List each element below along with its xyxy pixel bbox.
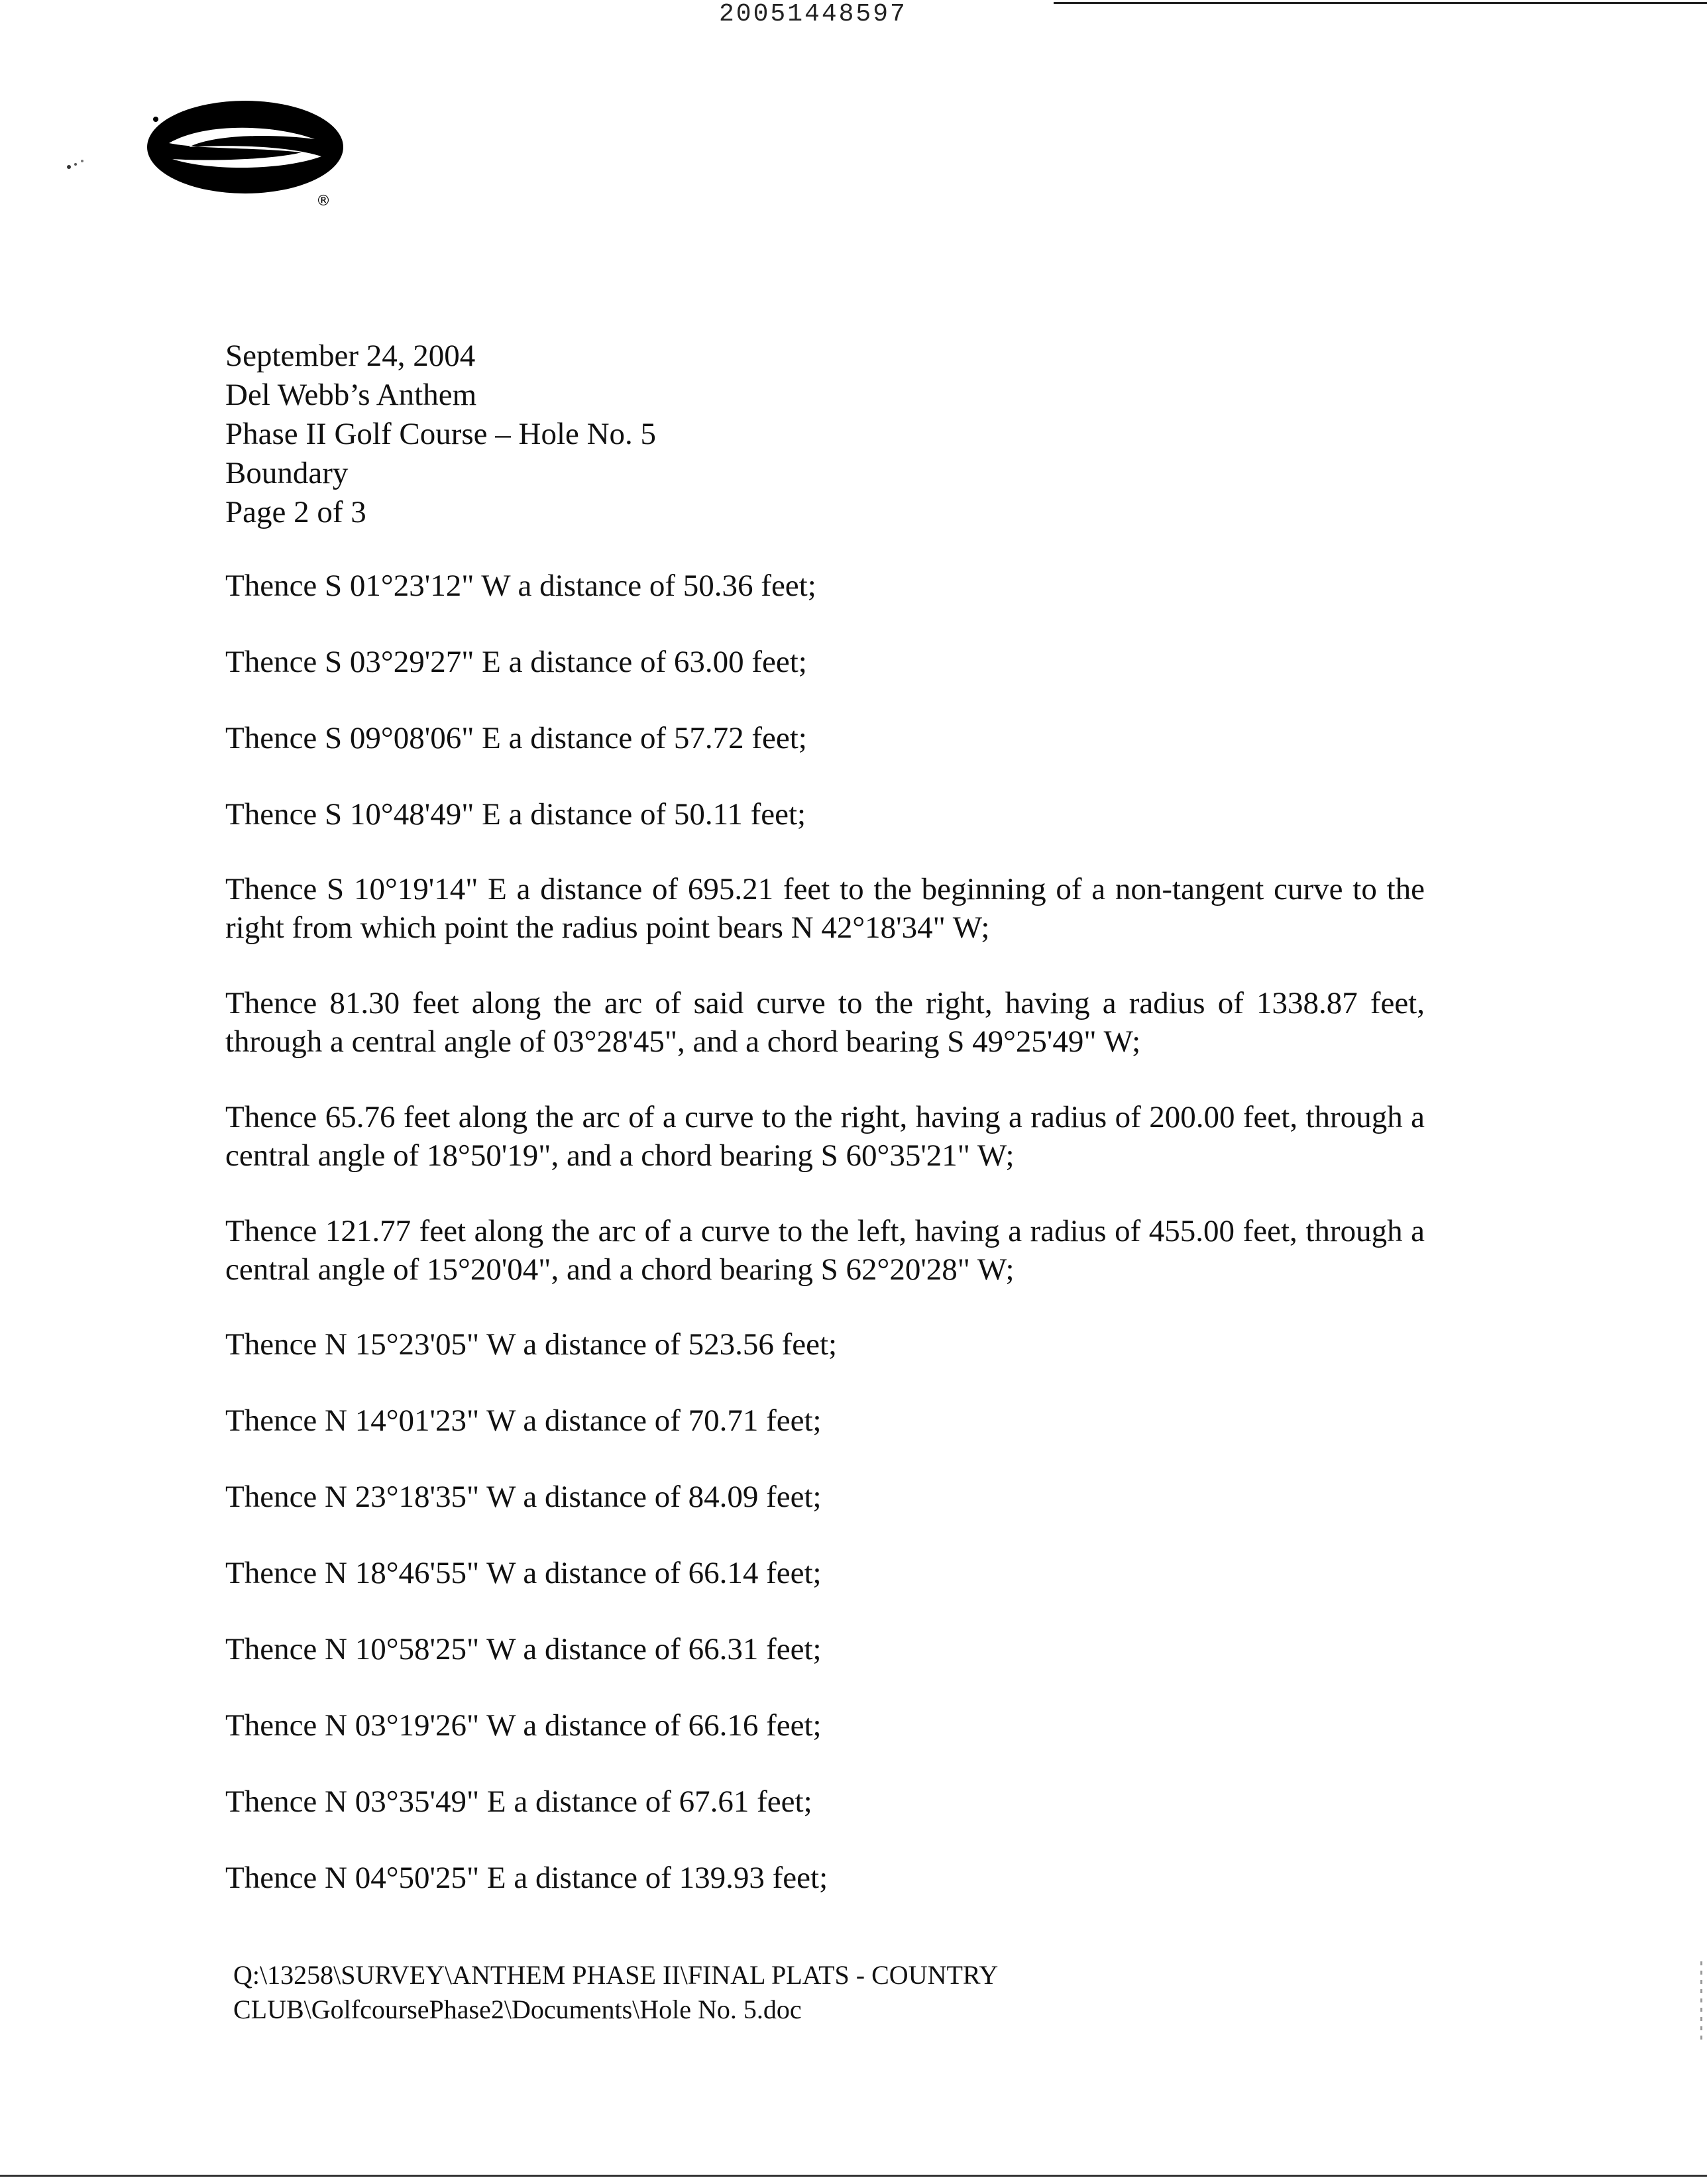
scan-edge-marks bbox=[1700, 1961, 1702, 2041]
header-type: Boundary bbox=[225, 456, 349, 490]
bottom-rule bbox=[0, 2175, 1707, 2177]
course-line: Thence 121.77 feet along the arc of a curve to the left, having a radius of 455.00 feet, through a central angle of 15°20'04", and a chord bearing S 62°20'28" W; bbox=[225, 1214, 1425, 1287]
file-path-line-1: Q:\13258\SURVEY\ANTHEM PHASE II\FINAL PLATS - COUNTRY bbox=[233, 1960, 999, 1990]
registered-mark: ® bbox=[316, 193, 331, 209]
header-subject: Phase II Golf Course – Hole No. 5 bbox=[225, 417, 657, 451]
course-line: Thence N 03°35'49" E a distance of 67.61 feet; bbox=[225, 1784, 812, 1819]
file-path-line-2: CLUB\GolfcoursePhase2\Documents\Hole No. 5.doc bbox=[233, 1994, 802, 2024]
course-line: Thence 65.76 feet along the arc of a curve to the right, having a radius of 200.00 feet, through a central angle of 18°50'19", and a chord bearing S 60°35'21" W; bbox=[225, 1100, 1425, 1173]
header-page: Page 2 of 3 bbox=[225, 495, 366, 529]
course-line: Thence 81.30 feet along the arc of said curve to the right, having a radius of 1338.87 feet, through a central angle of 03°28'45", and a chord bearing S 49°25'49" W; bbox=[225, 986, 1425, 1059]
course-line: Thence S 03°29'27" E a distance of 63.00 feet; bbox=[225, 645, 807, 679]
scan-speck-icon bbox=[65, 151, 91, 171]
header-project: Del Webb’s Anthem bbox=[225, 378, 477, 412]
course-line: Thence S 10°48'49" E a distance of 50.11 feet; bbox=[225, 797, 806, 832]
course-line: Thence N 14°01'23" W a distance of 70.71 feet; bbox=[225, 1403, 822, 1438]
letter-header bbox=[225, 337, 656, 532]
course-line: Thence S 01°23'12" W a distance of 50.36 feet; bbox=[225, 569, 816, 603]
course-line: Thence N 03°19'26" W a distance of 66.16 feet; bbox=[225, 1708, 822, 1743]
document-id: 20051448597 bbox=[719, 0, 907, 28]
course-line: Thence S 10°19'14" E a distance of 695.21 feet to the beginning of a non-tangent curve to the right from which point the radius point bears N 42°18'34" W; bbox=[225, 872, 1425, 945]
course-line: Thence N 15°23'05" W a distance of 523.56 feet; bbox=[225, 1327, 838, 1362]
header-date: September 24, 2004 bbox=[225, 339, 476, 373]
course-line: Thence N 10°58'25" W a distance of 66.31 feet; bbox=[225, 1632, 822, 1666]
course-line: Thence N 04°50'25" E a distance of 139.93 feet; bbox=[225, 1861, 828, 1895]
file-path-footer bbox=[233, 1958, 998, 2027]
company-s-logo-icon bbox=[142, 93, 355, 212]
top-rule bbox=[1054, 2, 1707, 4]
course-line: Thence N 23°18'35" W a distance of 84.09 feet; bbox=[225, 1480, 822, 1514]
course-line: Thence S 09°08'06" E a distance of 57.72 feet; bbox=[225, 721, 807, 755]
course-line: Thence N 18°46'55" W a distance of 66.14 feet; bbox=[225, 1556, 822, 1590]
